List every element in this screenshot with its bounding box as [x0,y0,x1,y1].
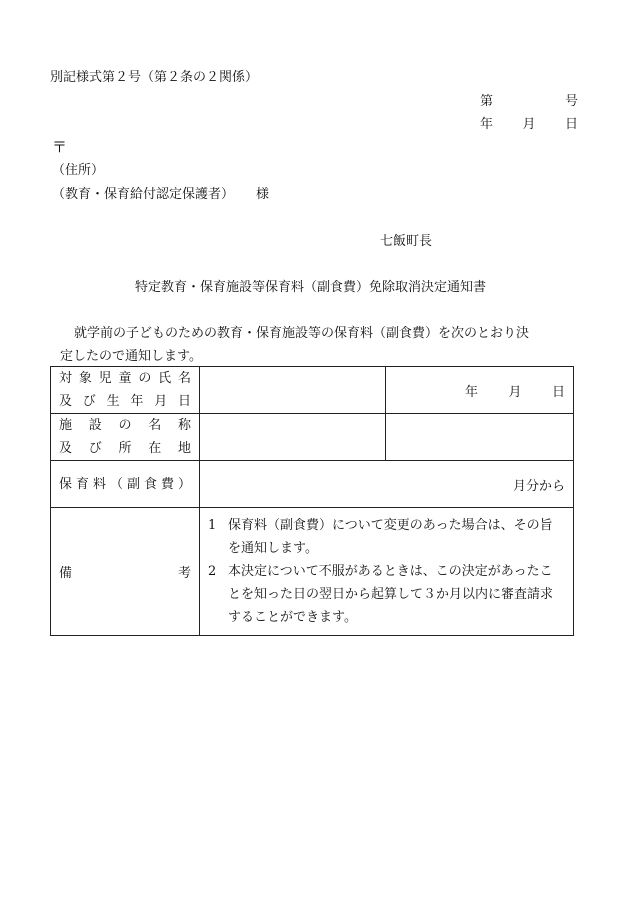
child-label-line-1: 対象児童の氏名 [59,371,191,386]
body-line-1: 就学前の子どものための教育・保育施設等の保育料（副食費）を次のとおり決 [74,326,530,341]
note-number: 1 [208,518,217,533]
child-row [51,367,574,414]
notes-label [51,508,200,636]
birth-day-label: 日 [551,384,565,400]
child-birthdate-cell[interactable] [386,367,574,414]
issue-date-line [480,113,578,132]
facility-name-cell[interactable] [200,414,386,461]
fee-row [51,461,574,508]
body-line-2: 定したので通知します。 [60,349,202,364]
day-label: 日 [564,117,578,132]
postal-mark: 〒 [52,138,68,156]
fee-value-cell[interactable] [200,461,574,508]
recipient-honorific: 様 [256,187,270,202]
note-text: 本決定について不服があるときは、この決定があったことを知った日の翌日から起算して３か月以内に審査請求することができます。 [228,564,554,625]
child-label-line-2: 及び生年月日 [59,394,191,409]
recipient-label: （教育・保育給付認定保護者） [52,187,235,202]
note-number: 2 [208,564,217,579]
number-prefix: 第 [480,94,494,109]
facility-label [51,414,200,461]
document-title: 特定教育・保育施設等保育料（副食費）免除取消決定通知書 [135,280,487,295]
facility-address-cell[interactable] [386,414,574,461]
facility-row [51,414,574,461]
child-name-cell[interactable] [200,367,386,414]
year-label: 年 [480,117,494,132]
number-suffix: 号 [564,94,578,109]
note-text: 保育料（副食費）について変更のあった場合は、その旨を通知します。 [228,518,553,556]
notes-cell [200,508,574,636]
child-label [51,367,200,414]
recipient-line [52,183,269,202]
note-item-2 [208,560,565,629]
issuer: 七飯町長 [380,234,433,249]
document-number-line [480,90,578,109]
form-number: 別記様式第２号（第２条の２関係） [50,70,259,85]
fee-label-text: 保育料（副食費） [59,476,191,492]
fee-label [51,461,200,508]
body-text [50,322,580,368]
note-item-1 [208,514,565,560]
address-label: （住所） [52,163,105,178]
birth-month-label: 月 [508,384,522,400]
facility-label-line-2: 及び所在地 [59,441,191,456]
notes-label-b: 考 [177,566,191,581]
fee-value: 月分から [512,478,565,494]
notes-label-a: 備 [59,566,73,581]
notes-row [51,508,574,636]
month-label: 月 [522,117,536,132]
facility-label-line-1: 施設の名称 [59,418,191,433]
notice-table [50,366,574,636]
birth-year-label: 年 [465,384,479,400]
